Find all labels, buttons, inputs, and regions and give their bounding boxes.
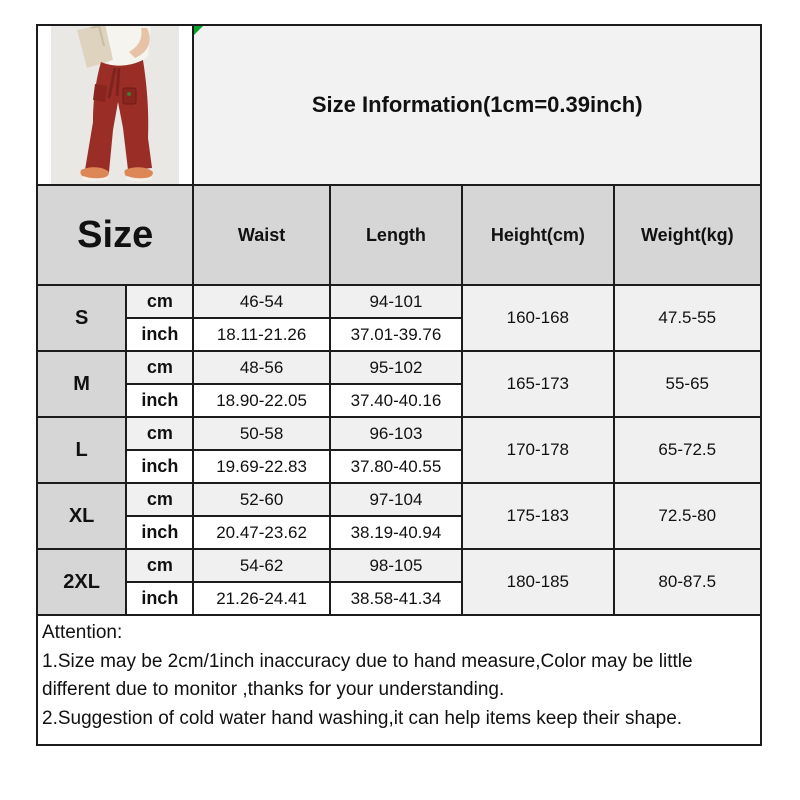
table-row bbox=[37, 417, 761, 450]
length-cm-value: 97-104 bbox=[330, 483, 462, 516]
size-chart-sheet bbox=[36, 24, 762, 746]
waist-cm-value: 52-60 bbox=[193, 483, 329, 516]
attention-note-2: 2.Suggestion of cold water hand washing,it can help items keep their shape. bbox=[42, 707, 683, 729]
waist-cm-value: 48-56 bbox=[193, 351, 329, 384]
length-inch-value: 38.19-40.94 bbox=[330, 516, 462, 549]
waist-cm-value: 46-54 bbox=[193, 285, 329, 318]
table-row bbox=[37, 483, 761, 516]
unit-label-inch: inch bbox=[126, 582, 193, 615]
height-value: 160-168 bbox=[462, 285, 613, 351]
unit-label-inch: inch bbox=[126, 450, 193, 483]
length-cm-value: 98-105 bbox=[330, 549, 462, 582]
red-pants-photo-illustration bbox=[51, 26, 179, 184]
waist-inch-value: 18.90-22.05 bbox=[193, 384, 329, 417]
size-label: M bbox=[37, 351, 126, 417]
weight-value: 72.5-80 bbox=[614, 483, 761, 549]
weight-value: 65-72.5 bbox=[614, 417, 761, 483]
size-label: XL bbox=[37, 483, 126, 549]
photo-title-row bbox=[37, 25, 761, 185]
length-inch-value: 37.80-40.55 bbox=[330, 450, 462, 483]
table-row bbox=[37, 285, 761, 318]
length-cm-value: 96-103 bbox=[330, 417, 462, 450]
waist-inch-value: 19.69-22.83 bbox=[193, 450, 329, 483]
column-header-row bbox=[37, 185, 761, 285]
column-header-weight: Weight(kg) bbox=[614, 185, 761, 285]
unit-label-cm: cm bbox=[126, 351, 193, 384]
waist-cm-value: 50-58 bbox=[193, 417, 329, 450]
length-cm-value: 95-102 bbox=[330, 351, 462, 384]
weight-value: 47.5-55 bbox=[614, 285, 761, 351]
waist-inch-value: 20.47-23.62 bbox=[193, 516, 329, 549]
waist-inch-value: 21.26-24.41 bbox=[193, 582, 329, 615]
size-chart-table bbox=[36, 24, 762, 616]
unit-label-cm: cm bbox=[126, 483, 193, 516]
length-cm-value: 94-101 bbox=[330, 285, 462, 318]
unit-label-inch: inch bbox=[126, 384, 193, 417]
column-header-waist: Waist bbox=[193, 185, 329, 285]
green-corner-marker-icon bbox=[194, 26, 203, 35]
height-value: 170-178 bbox=[462, 417, 613, 483]
size-label: L bbox=[37, 417, 126, 483]
height-value: 180-185 bbox=[462, 549, 613, 615]
length-inch-value: 37.01-39.76 bbox=[330, 318, 462, 351]
column-header-length: Length bbox=[330, 185, 462, 285]
size-label: 2XL bbox=[37, 549, 126, 615]
length-inch-value: 38.58-41.34 bbox=[330, 582, 462, 615]
product-photo bbox=[38, 26, 192, 184]
weight-value: 80-87.5 bbox=[614, 549, 761, 615]
unit-label-inch: inch bbox=[126, 318, 193, 351]
unit-label-cm: cm bbox=[126, 285, 193, 318]
weight-value: 55-65 bbox=[614, 351, 761, 417]
column-header-height: Height(cm) bbox=[462, 185, 613, 285]
attention-title: Attention: bbox=[42, 622, 123, 643]
unit-label-cm: cm bbox=[126, 417, 193, 450]
size-information-title-cell bbox=[193, 25, 761, 185]
size-information-title: Size Information(1cm=0.39inch) bbox=[311, 92, 643, 117]
product-photo-cell bbox=[37, 25, 193, 185]
table-row bbox=[37, 351, 761, 384]
table-row bbox=[37, 549, 761, 582]
height-value: 165-173 bbox=[462, 351, 613, 417]
attention-note-1: 1.Size may be 2cm/1inch inaccuracy due to hand measure,Color may be little different due to monitor ,thanks for your understanding. bbox=[42, 650, 693, 700]
unit-label-inch: inch bbox=[126, 516, 193, 549]
size-label: S bbox=[37, 285, 126, 351]
attention-box bbox=[36, 614, 762, 746]
unit-label-cm: cm bbox=[126, 549, 193, 582]
column-header-size: Size bbox=[37, 185, 193, 285]
waist-cm-value: 54-62 bbox=[193, 549, 329, 582]
length-inch-value: 37.40-40.16 bbox=[330, 384, 462, 417]
waist-inch-value: 18.11-21.26 bbox=[193, 318, 329, 351]
height-value: 175-183 bbox=[462, 483, 613, 549]
